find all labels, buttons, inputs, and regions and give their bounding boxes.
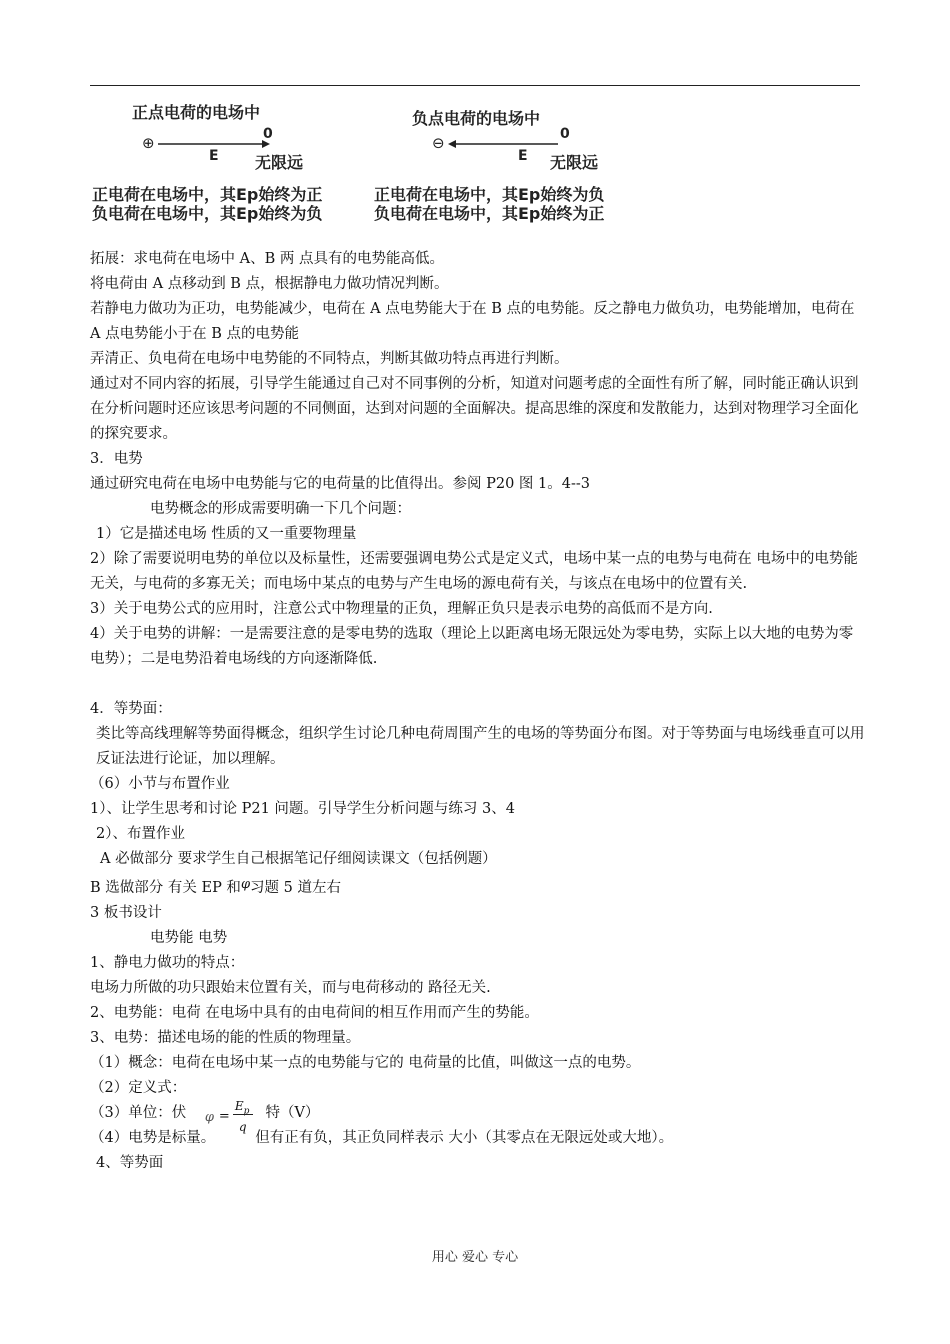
diagram-positive-charge [92,96,362,221]
field-label: E [518,148,528,164]
diagram-negative-charge [374,96,644,221]
paragraph: 电势概念的形成需要明确一下几个问题： [150,501,411,517]
paragraph: 1）、让学生思考和讨论 P21 问题。引导学生分析问题与练习 3、4 [90,801,515,817]
equals-sign: = [218,1109,230,1124]
text-span: （3）单位：伏 [90,1105,187,1121]
text-span: 习题 5 道左右 [250,880,341,896]
charge-symbol: ⊖ [432,134,445,152]
diagram-line-1: 正电荷在电场中，其Ep始终为负 [374,185,605,204]
diagram-line-2: 负电荷在电场中，其Ep始终为正 [374,204,605,223]
text-span: （4）电势是标量。 [90,1130,216,1146]
potential-formula [191,1099,261,1134]
paragraph: （2）定义式： [90,1080,187,1096]
paragraph: 电场力所做的功只跟始末位置有关，而与电荷移动的 路径无关. [90,980,491,996]
list-item: 4）关于电势的讲解：一是需要注意的是零电势的选取（理论上以距离电场无限远处为零电势，实际上以大地的电势为零电势）；二是电势沿着电场线的方向逐渐降低. [90,626,854,667]
paragraph: （6）小节与布置作业 [90,776,230,792]
paragraph: 2、电势能：电荷 在电场中具有的由电荷间的相互作用而产生的势能。 [90,1005,539,1021]
diagram-line-1: 正电荷在电场中，其Ep始终为正 [92,185,323,204]
page-footer: 用心 爱心 专心 [431,1250,519,1265]
zero-label: 0 [560,126,570,142]
diagram-title: 负点电荷的电场中 [412,109,541,128]
paragraph: 弄清正、负电荷在电场中电势能的不同特点，判断其做功特点再进行判断。 [90,351,569,367]
text-span: 特（V） [265,1105,320,1121]
text-span: B 选做部分 有关 EP 和 [90,880,241,896]
text-span: 但有正有负，其正负同样表示 大小（其零点在无限远处或大地）。 [255,1130,674,1146]
section-heading: 3．电势 [90,451,143,467]
list-item: 3）关于电势公式的应用时，注意公式中物理量的正负，理解正负只是表示电势的高低而不是方向. [90,601,713,617]
numerator: $E_p$ [234,1099,250,1117]
phi-symbol: φ [240,877,251,892]
section-heading: 4．等势面： [90,701,172,717]
paragraph: 3、电势：描述电场的能的性质的物理量。 [90,1030,361,1046]
paragraph: 2）、布置作业 [96,826,185,842]
paragraph: 通过对不同内容的拓展，引导学生能通过自己对不同事例的分析，知道对问题考虑的全面性有所了解，同时能正确认识到在分析问题时还应该思考问题的不同侧面，达到对问题的全面解决。提高思维的深度和发散能力，达到对物理学习全面化的探究要求。 [90,376,859,442]
paragraph [90,872,865,901]
denominator: q [238,1120,247,1134]
list-item: 2）除了需要说明电势的单位以及标量性，还需要强调电势公式是定义式，电场中某一点的电势与电荷在 电场中的电势能无关，与电荷的多寡无关；而电场中某点的电势与产生电场的源电荷有关，与该点在电场中的位置有关. [90,551,858,592]
infinity-label: 无限远 [550,153,599,172]
paragraph: 3 板书设计 [90,905,162,921]
document-body [90,247,865,1176]
paragraph: 若静电力做功为正功，电势能减少，电荷在 A 点电势能大于在 B 点的电势能。反之静电力做负功，电势能增加，电荷在 A 点电势能小于在 B 点的电势能 [90,301,855,342]
paragraph: 1、静电力做功的特点： [90,955,245,971]
paragraph: 通过研究电荷在电场中电势能与它的电荷量的比值得出。参阅 P20 图 1。4--3 [90,476,591,492]
infinity-label: 无限远 [255,153,304,172]
diagram-title: 正点电荷的电场中 [132,103,261,122]
paragraph: A 必做部分 要求学生自己根据笔记仔细阅读课文（包括例题） [100,851,497,867]
paragraph: 4、等势面 [96,1155,164,1171]
zero-label: 0 [263,126,273,142]
diagram-line-2: 负电荷在电场中，其Ep始终为负 [92,204,323,223]
list-item: 1）它是描述电场 性质的又一重要物理量 [96,526,357,542]
paragraph: 类比等高线理解等势面得概念，组织学生讨论几种电荷周围产生的电场的等势面分布图。对于等势面与电场线垂直可以用反证法进行论证，加以理解。 [96,726,865,767]
paragraph: 将电荷由 A 点移动到 B 点，根据静电力做功情况判断。 [90,276,449,292]
field-label: E [209,148,219,164]
phi-symbol: φ [204,1110,214,1125]
board-title: 电势能 电势 [150,930,228,946]
paragraph [90,1099,865,1134]
paragraph: （1）概念：电荷在电场中某一点的电势能与它的 电荷量的比值，叫做这一点的电势。 [90,1055,641,1071]
charge-symbol: ⊕ [142,134,155,152]
header-rule [90,85,860,86]
paragraph: 拓展：求电荷在电场中 A、B 两 点具有的电势能高低。 [90,251,444,267]
